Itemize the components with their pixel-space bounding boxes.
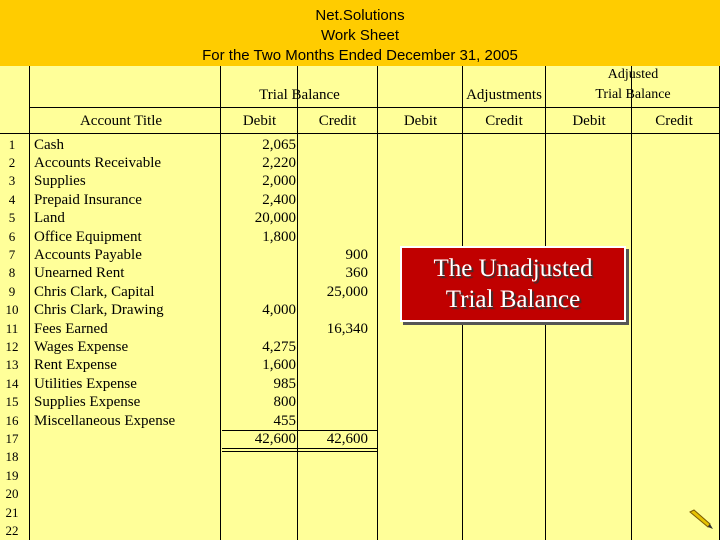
total-rule <box>222 451 377 452</box>
header-rule <box>29 107 719 108</box>
adjusted-heading-line2: Trial Balance <box>595 87 671 102</box>
company-name: Net.Solutions <box>315 7 405 24</box>
row-number: 19 <box>5 467 19 483</box>
row-number: 15 <box>5 394 19 410</box>
trial-balance-credit-amount: 360 <box>345 265 368 282</box>
row-number: 5 <box>8 210 16 226</box>
header-rule <box>0 133 720 134</box>
account-name: Chris Clark, Drawing <box>34 302 164 319</box>
account-title-heading: Account Title <box>79 113 163 129</box>
row-number: 6 <box>8 228 16 244</box>
row-number: 11 <box>5 320 19 336</box>
adjustments-debit-heading: Debit <box>403 113 438 129</box>
trial-balance-debit-amount: 1,600 <box>262 357 296 374</box>
adjustments-credit-heading: Credit <box>485 113 523 129</box>
trial-balance-credit-amount: 900 <box>345 246 368 263</box>
grid-line <box>377 66 378 540</box>
account-name: Accounts Receivable <box>34 154 162 171</box>
account-name: Utilities Expense <box>34 375 137 392</box>
row-number: 21 <box>5 504 19 520</box>
row-number: 3 <box>8 173 16 189</box>
trial-balance-debit-amount: 985 <box>273 375 296 392</box>
pencil-icon <box>688 508 714 530</box>
grid-line <box>220 66 221 540</box>
period-title: For the Two Months Ended December 31, 2005 <box>202 47 518 64</box>
adjusted-credit-heading: Credit <box>655 113 693 129</box>
account-name: Supplies <box>34 173 86 190</box>
row-number: 8 <box>8 265 16 281</box>
trial-balance-debit-amount: 1,800 <box>262 228 296 245</box>
account-name: Office Equipment <box>34 228 142 245</box>
row-number: 17 <box>5 430 19 446</box>
row-number: 1 <box>8 136 16 152</box>
row-number: 20 <box>5 486 19 502</box>
trial-balance-credit-amount: 25,000 <box>326 283 368 300</box>
trial-balance-debit-amount: 2,065 <box>262 136 296 153</box>
trial-balance-credit-amount: 42,600 <box>326 430 368 447</box>
row-number: 18 <box>5 449 19 465</box>
account-name: Land <box>34 210 65 227</box>
grid-line <box>29 66 30 540</box>
row-number: 7 <box>8 246 16 262</box>
trial-balance-debit-amount: 2,000 <box>262 173 296 190</box>
trial-balance-debit-amount: 2,400 <box>262 191 296 208</box>
row-number: 13 <box>5 357 19 373</box>
account-name: Accounts Payable <box>34 246 142 263</box>
unadjusted-trial-balance-callout <box>400 246 626 322</box>
trial-balance-debit-heading: Debit <box>242 113 277 129</box>
trial-balance-credit-heading: Credit <box>318 113 357 129</box>
trial-balance-debit-amount: 4,275 <box>262 338 296 355</box>
trial-balance-credit-amount: 16,340 <box>326 320 368 337</box>
row-number: 4 <box>8 191 16 207</box>
account-name: Prepaid Insurance <box>34 191 142 208</box>
account-name: Unearned Rent <box>34 265 125 282</box>
account-name: Chris Clark, Capital <box>34 283 155 300</box>
grid-line <box>631 66 632 540</box>
row-number: 10 <box>5 302 19 318</box>
trial-balance-heading: Trial Balance <box>259 87 340 103</box>
trial-balance-debit-amount: 4,000 <box>262 302 296 319</box>
trial-balance-debit-amount: 20,000 <box>254 210 296 227</box>
row-number: 16 <box>5 412 19 428</box>
account-name: Wages Expense <box>34 338 129 355</box>
row-number: 12 <box>5 338 19 354</box>
trial-balance-debit-amount: 800 <box>273 394 296 411</box>
trial-balance-debit-amount: 42,600 <box>254 430 296 447</box>
callout-line1: The Unadjusted <box>433 255 593 282</box>
row-number: 9 <box>8 283 16 299</box>
account-name: Cash <box>34 136 64 153</box>
row-number: 22 <box>5 522 19 538</box>
account-name: Rent Expense <box>34 357 117 374</box>
adjusted-debit-heading: Debit <box>572 113 606 129</box>
grid-line <box>297 66 298 540</box>
account-name: Miscellaneous Expense <box>34 412 176 429</box>
sheet-title: Work Sheet <box>320 27 400 44</box>
row-number: 14 <box>5 375 19 391</box>
row-number: 2 <box>8 154 16 170</box>
account-name: Supplies Expense <box>34 394 141 411</box>
account-name: Fees Earned <box>34 320 108 337</box>
worksheet-header <box>0 0 720 66</box>
trial-balance-debit-amount: 455 <box>273 412 296 429</box>
callout-line2: Trial Balance <box>445 286 581 313</box>
adjustments-heading: Adjustments <box>466 87 542 103</box>
trial-balance-debit-amount: 2,220 <box>262 154 296 171</box>
adjusted-heading: Adjusted <box>607 67 659 82</box>
